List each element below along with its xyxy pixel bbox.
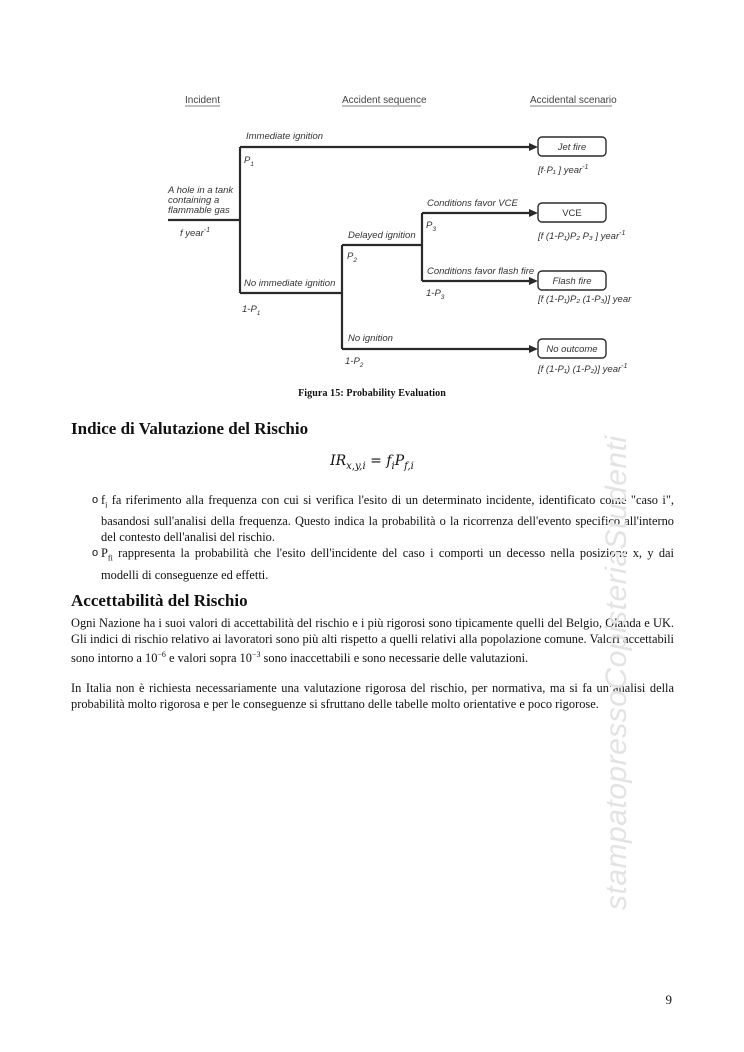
- incident-label-2: containing a: [168, 195, 220, 206]
- risk-index-formula: $IR_{x,y,i} = f_iP_{f,i}$: [330, 453, 414, 472]
- freq-vce: [f (1-P₁)P₂ P₃ ] year$^{-1}$: [538, 230, 626, 242]
- header-sequence: Accident sequence: [342, 95, 427, 106]
- freq-none: [f (1-P₁) (1-P₂)] year$^{-1}$: [538, 363, 628, 375]
- definition-list: [71, 492, 674, 583]
- arrow-icon: [529, 345, 538, 353]
- list-item: [71, 492, 674, 545]
- arrow-icon: [529, 277, 538, 285]
- paragraph-italy: In Italia non è richiesta necessariamente una valutazione rigorosa del rischio, per normativa, ma si fa un’analisi della probabilità molto rigorosa e per le conseguenze si sfruttano delle tabelle molto orientative e poco rigorose.: [71, 681, 674, 711]
- label-immediate-ignition: Immediate ignition: [246, 131, 324, 142]
- label-1-p1: $1-P_1$: [242, 304, 261, 317]
- header-scenario: Accidental scenario: [530, 95, 617, 106]
- freq-jet: [f·P₁ ] year$^{-1}$: [538, 164, 589, 176]
- bullet-text: rappresenta la probabilità che l'esito dell'incidente del caso i comporti un decesso nella posizione x, y dai modelli di conseguenze ed effetti.: [101, 546, 674, 582]
- label-cond-vce: Conditions favor VCE: [427, 198, 518, 209]
- figure-caption: Figura 15: Probability Evaluation: [298, 388, 446, 399]
- incident-frequency: f year$^{-1}$: [180, 227, 210, 239]
- bullet-icon: o: [92, 494, 99, 506]
- section-heading-accettabilita: Accettabilità del Rischio: [71, 591, 248, 610]
- box-none-label: No outcome: [546, 344, 598, 355]
- header-incident: Incident: [185, 95, 221, 106]
- paragraph-acceptability: Ogni Nazione ha i suoi valori di accettabilità del rischio e i più rigorosi sono tipicamente quelli del Belgio, Olanda e UK. Gli indici di rischio relativo ai lavoratori sono più alti rispetto a quelli relativi alla popolazione comune. Valori accettabili sono intorno a $10^{-6}$ e valori sopra $10^{-3}$ sono inaccettabili e sono necessarie delle valutazioni.: [71, 616, 674, 666]
- label-p3: $P_3$: [426, 220, 436, 233]
- label-cond-flash: Conditions favor flash fire: [427, 266, 535, 277]
- label-delayed-ignition: Delayed ignition: [348, 230, 416, 241]
- freq-flash: [f (1-P₁)P₂ (1-P₃)] year: [538, 294, 632, 305]
- incident-label-3: flammable gas: [168, 205, 230, 216]
- event-tree-diagram: [160, 85, 640, 385]
- label-1-p3: $1-P_3$: [426, 288, 445, 301]
- box-jet-label: Jet fire: [557, 142, 587, 153]
- incident-label-1: A hole in a tank: [168, 185, 234, 196]
- bullet-icon: o: [92, 547, 99, 560]
- box-vce-label: VCE: [562, 208, 582, 219]
- watermark: stampatopressoCopisteriaStudenti: [600, 435, 633, 910]
- symbol-fi: $f_i$: [101, 493, 108, 510]
- page-number: 9: [665, 992, 672, 1007]
- box-flash-label: Flash fire: [552, 276, 592, 287]
- label-1-p2: $1-P_2$: [345, 356, 364, 369]
- label-no-ignition: No ignition: [348, 333, 393, 344]
- label-p1: $P_1$: [244, 155, 254, 168]
- label-no-immediate: No immediate ignition: [244, 278, 336, 289]
- list-item: [71, 545, 674, 582]
- label-p2: $P_2$: [347, 251, 357, 264]
- bullet-text: fa riferimento alla frequenza con cui si verifica l'esito di un determinato incidente, identificato come "caso i", basandosi sull'analisi della frequenza. Questo indica la probabilità o la ricorrenza dell'evento specifico all'interno del contesto dell'analisi del rischio.: [101, 493, 674, 545]
- arrow-icon: [529, 209, 538, 217]
- symbol-pfi: $P_{fi}$: [101, 546, 113, 563]
- section-heading-indice: Indice di Valutazione del Rischio: [71, 419, 309, 438]
- arrow-icon: [529, 143, 538, 151]
